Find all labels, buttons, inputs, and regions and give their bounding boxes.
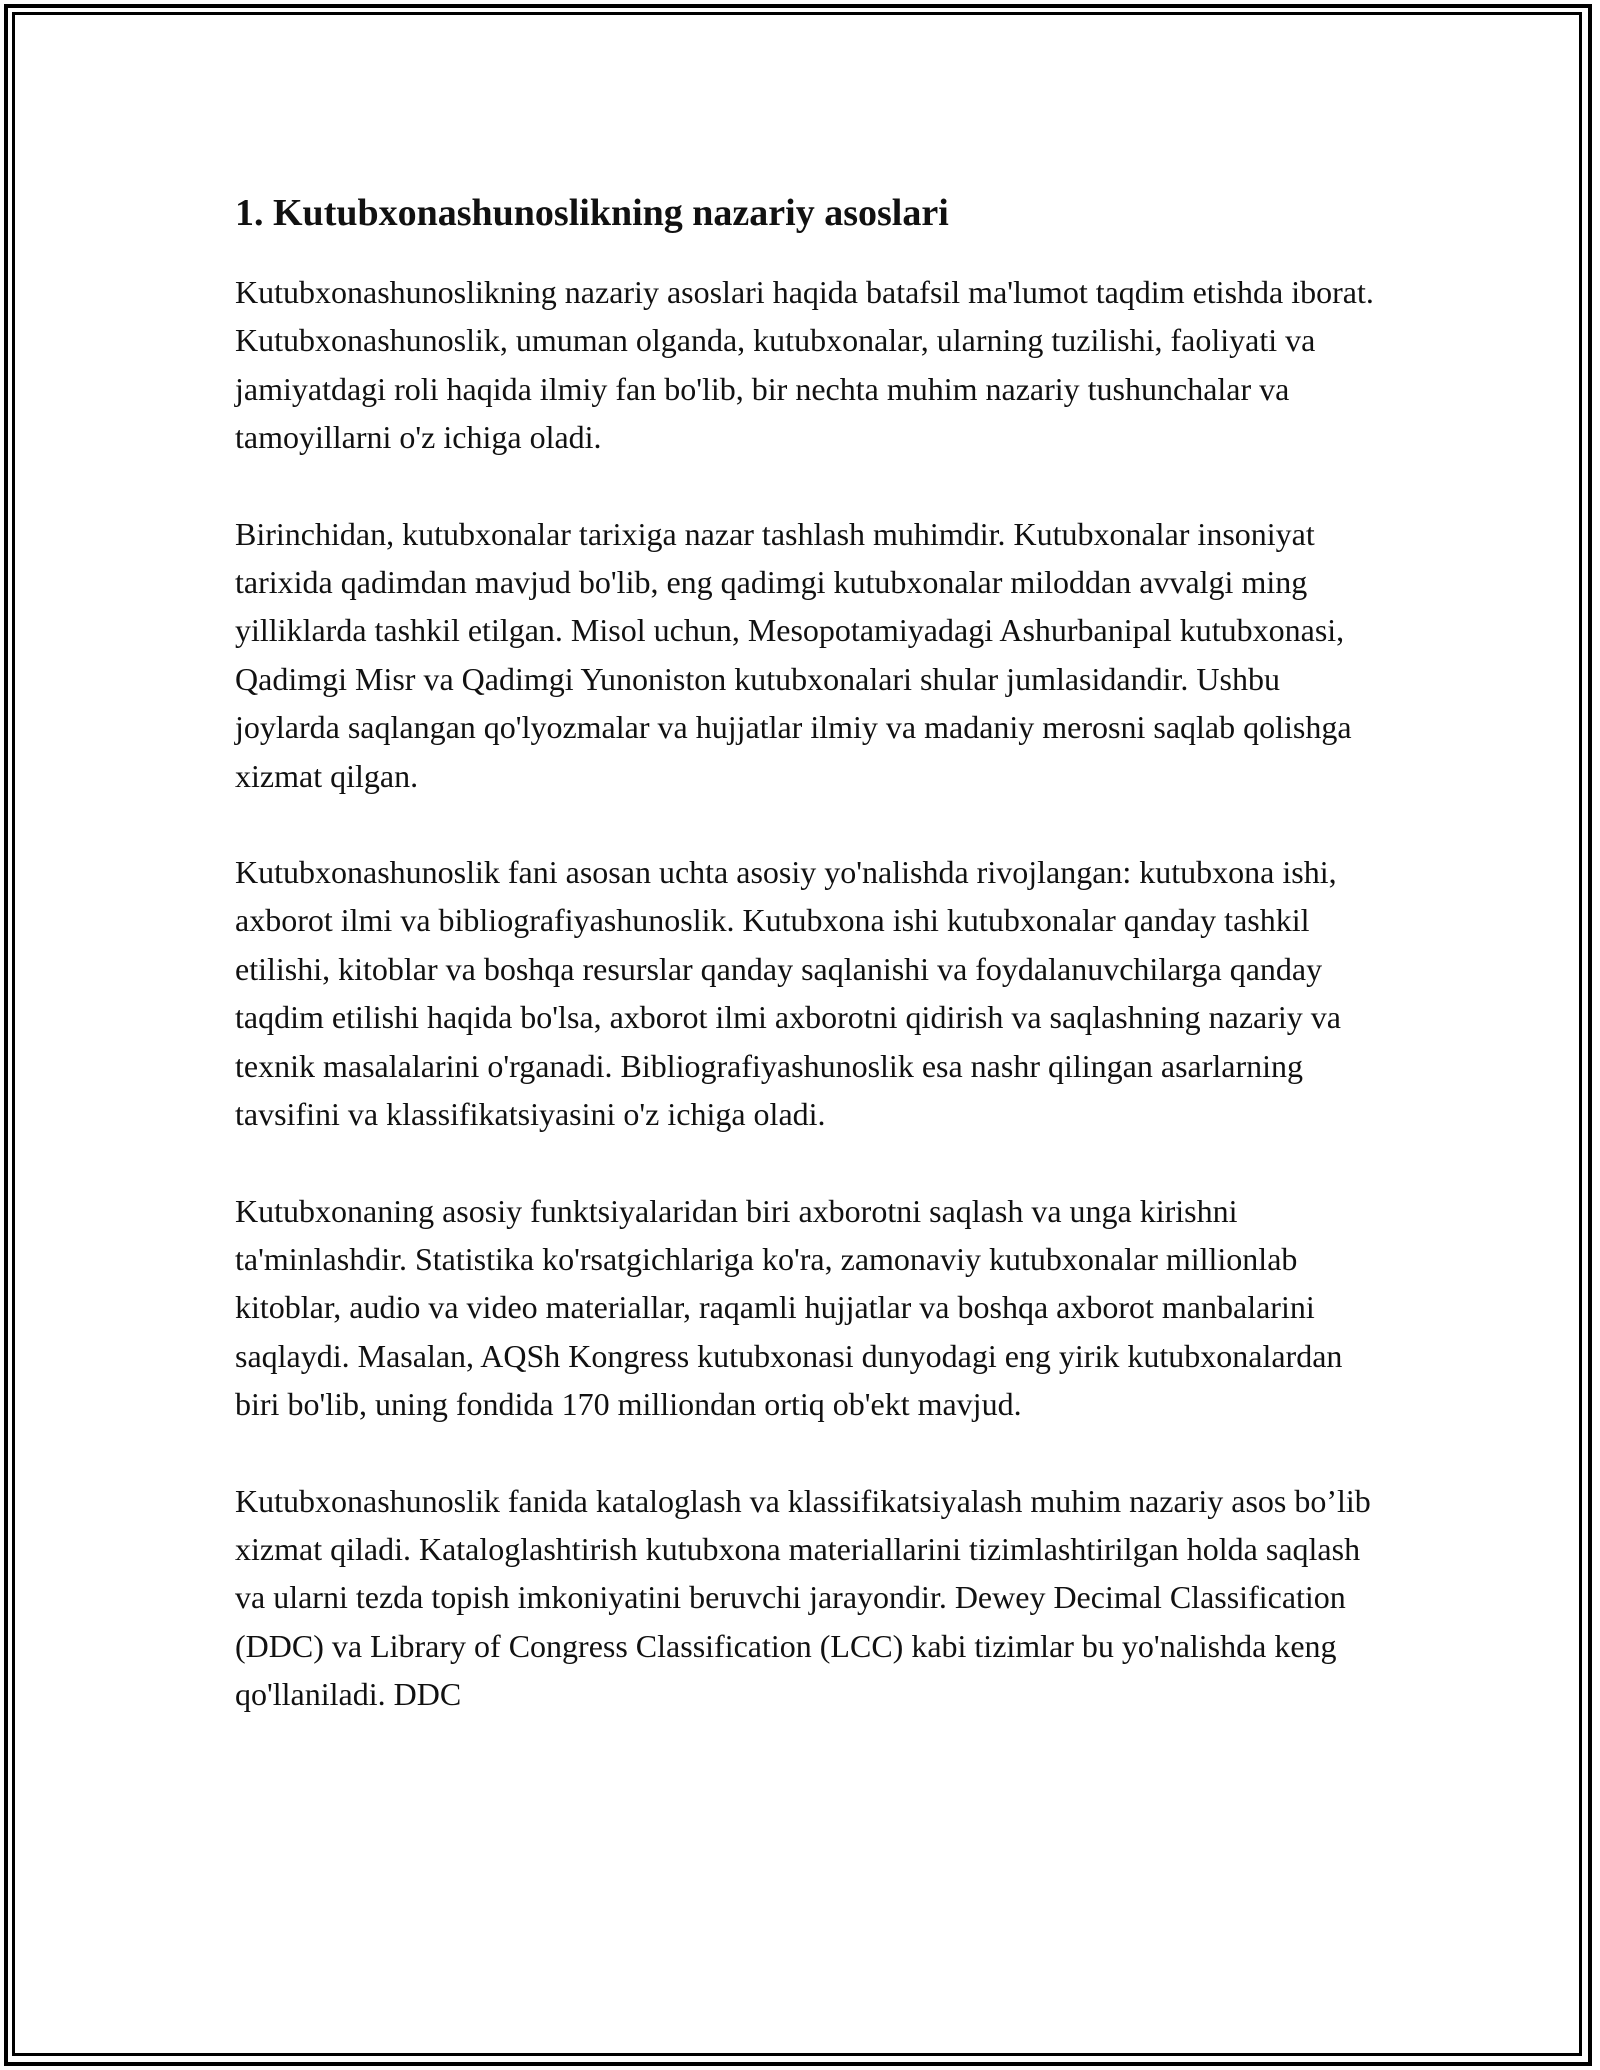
document-body <box>235 188 1375 1767</box>
paragraph-1: Kutubxonashunoslikning nazariy asoslari haqida batafsil ma'lumot taqdim etishda iborat. Kutubxonashunoslik, umuman olganda, kutubxonalar, ularning tuzilishi, faoliyati va jamiyatdagi roli haqida ilmiy fan bo'lib, bir nechta muhim nazariy tushunchalar va tamoyillarni o'z ichiga oladi. <box>235 274 1374 456</box>
paragraph-5: Kutubxonashunoslik fanida kataloglash va klassifikatsiyalash muhim nazariy asos bo’lib xizmat qiladi. Kataloglashtirish kutubxona materiallarini tizimlashtirilgan holda saqlash va ularni tezda topish imkoniyatini beruvchi jarayondir. Dewey Decimal Classification (DDC) va Library of Congress Classification (LCC) kabi tizimlar bu yo'nalishda keng qo'llaniladi. DDC <box>235 1482 1371 1713</box>
paragraph-2: Birinchidan, kutubxonalar tarixiga nazar tashlash muhimdir. Kutubxonalar insoniyat tarixida qadimdan mavjud bo'lib, eng qadimgi kutubxonalar miloddan avvalgi ming yilliklarda tashkil etilgan. Misol uchun, Mesopotamiyadagi Ashurbanipal kutubxonasi, Qadimgi Misr va Qadimgi Yunoniston kutubxonalari shular jumlasidandir. Ushbu joylarda saqlangan qo'lyozmalar va hujjatlar ilmiy va madaniy merosni saqlab qolishga xizmat qilgan. <box>235 515 1352 794</box>
section-title: 1. Kutubxonashunoslikning nazariy asoslari <box>235 192 949 234</box>
paragraph-4: Kutubxonaning asosiy funktsiyalaridan biri axborotni saqlash va unga kirishni ta'minlashdir. Statistika ko'rsatgichlariga ko'ra, zamonaviy kutubxonalar millionlab kitoblar, audio va video materiallar, raqamli hujjatlar va boshqa axborot manbalarini saqlaydi. Masalan, AQSh Kongress kutubxonasi dunyodagi eng yirik kutubxonalardan biri bo'lib, uning fondida 170 milliondan ortiq ob'ekt mavjud. <box>235 1192 1343 1423</box>
paragraph-3: Kutubxonashunoslik fani asosan uchta asosiy yo'nalishda rivojlangan: kutubxona ishi, axborot ilmi va bibliografiyashunoslik. Kutubxona ishi kutubxonalar qanday tashkil etilishi, kitoblar va boshqa resurslar qanday saqlanishi va foydalanuvchilarga qanday taqdim etilishi haqida bo'lsa, axborot ilmi axborotni qidirish va saqlashning nazariy va texnik masalalarini o'rganadi. Bibliografiyashunoslik esa nashr qilingan asarlarning tavsifini va klassifikatsiyasini o'z ichiga oladi. <box>235 854 1341 1133</box>
